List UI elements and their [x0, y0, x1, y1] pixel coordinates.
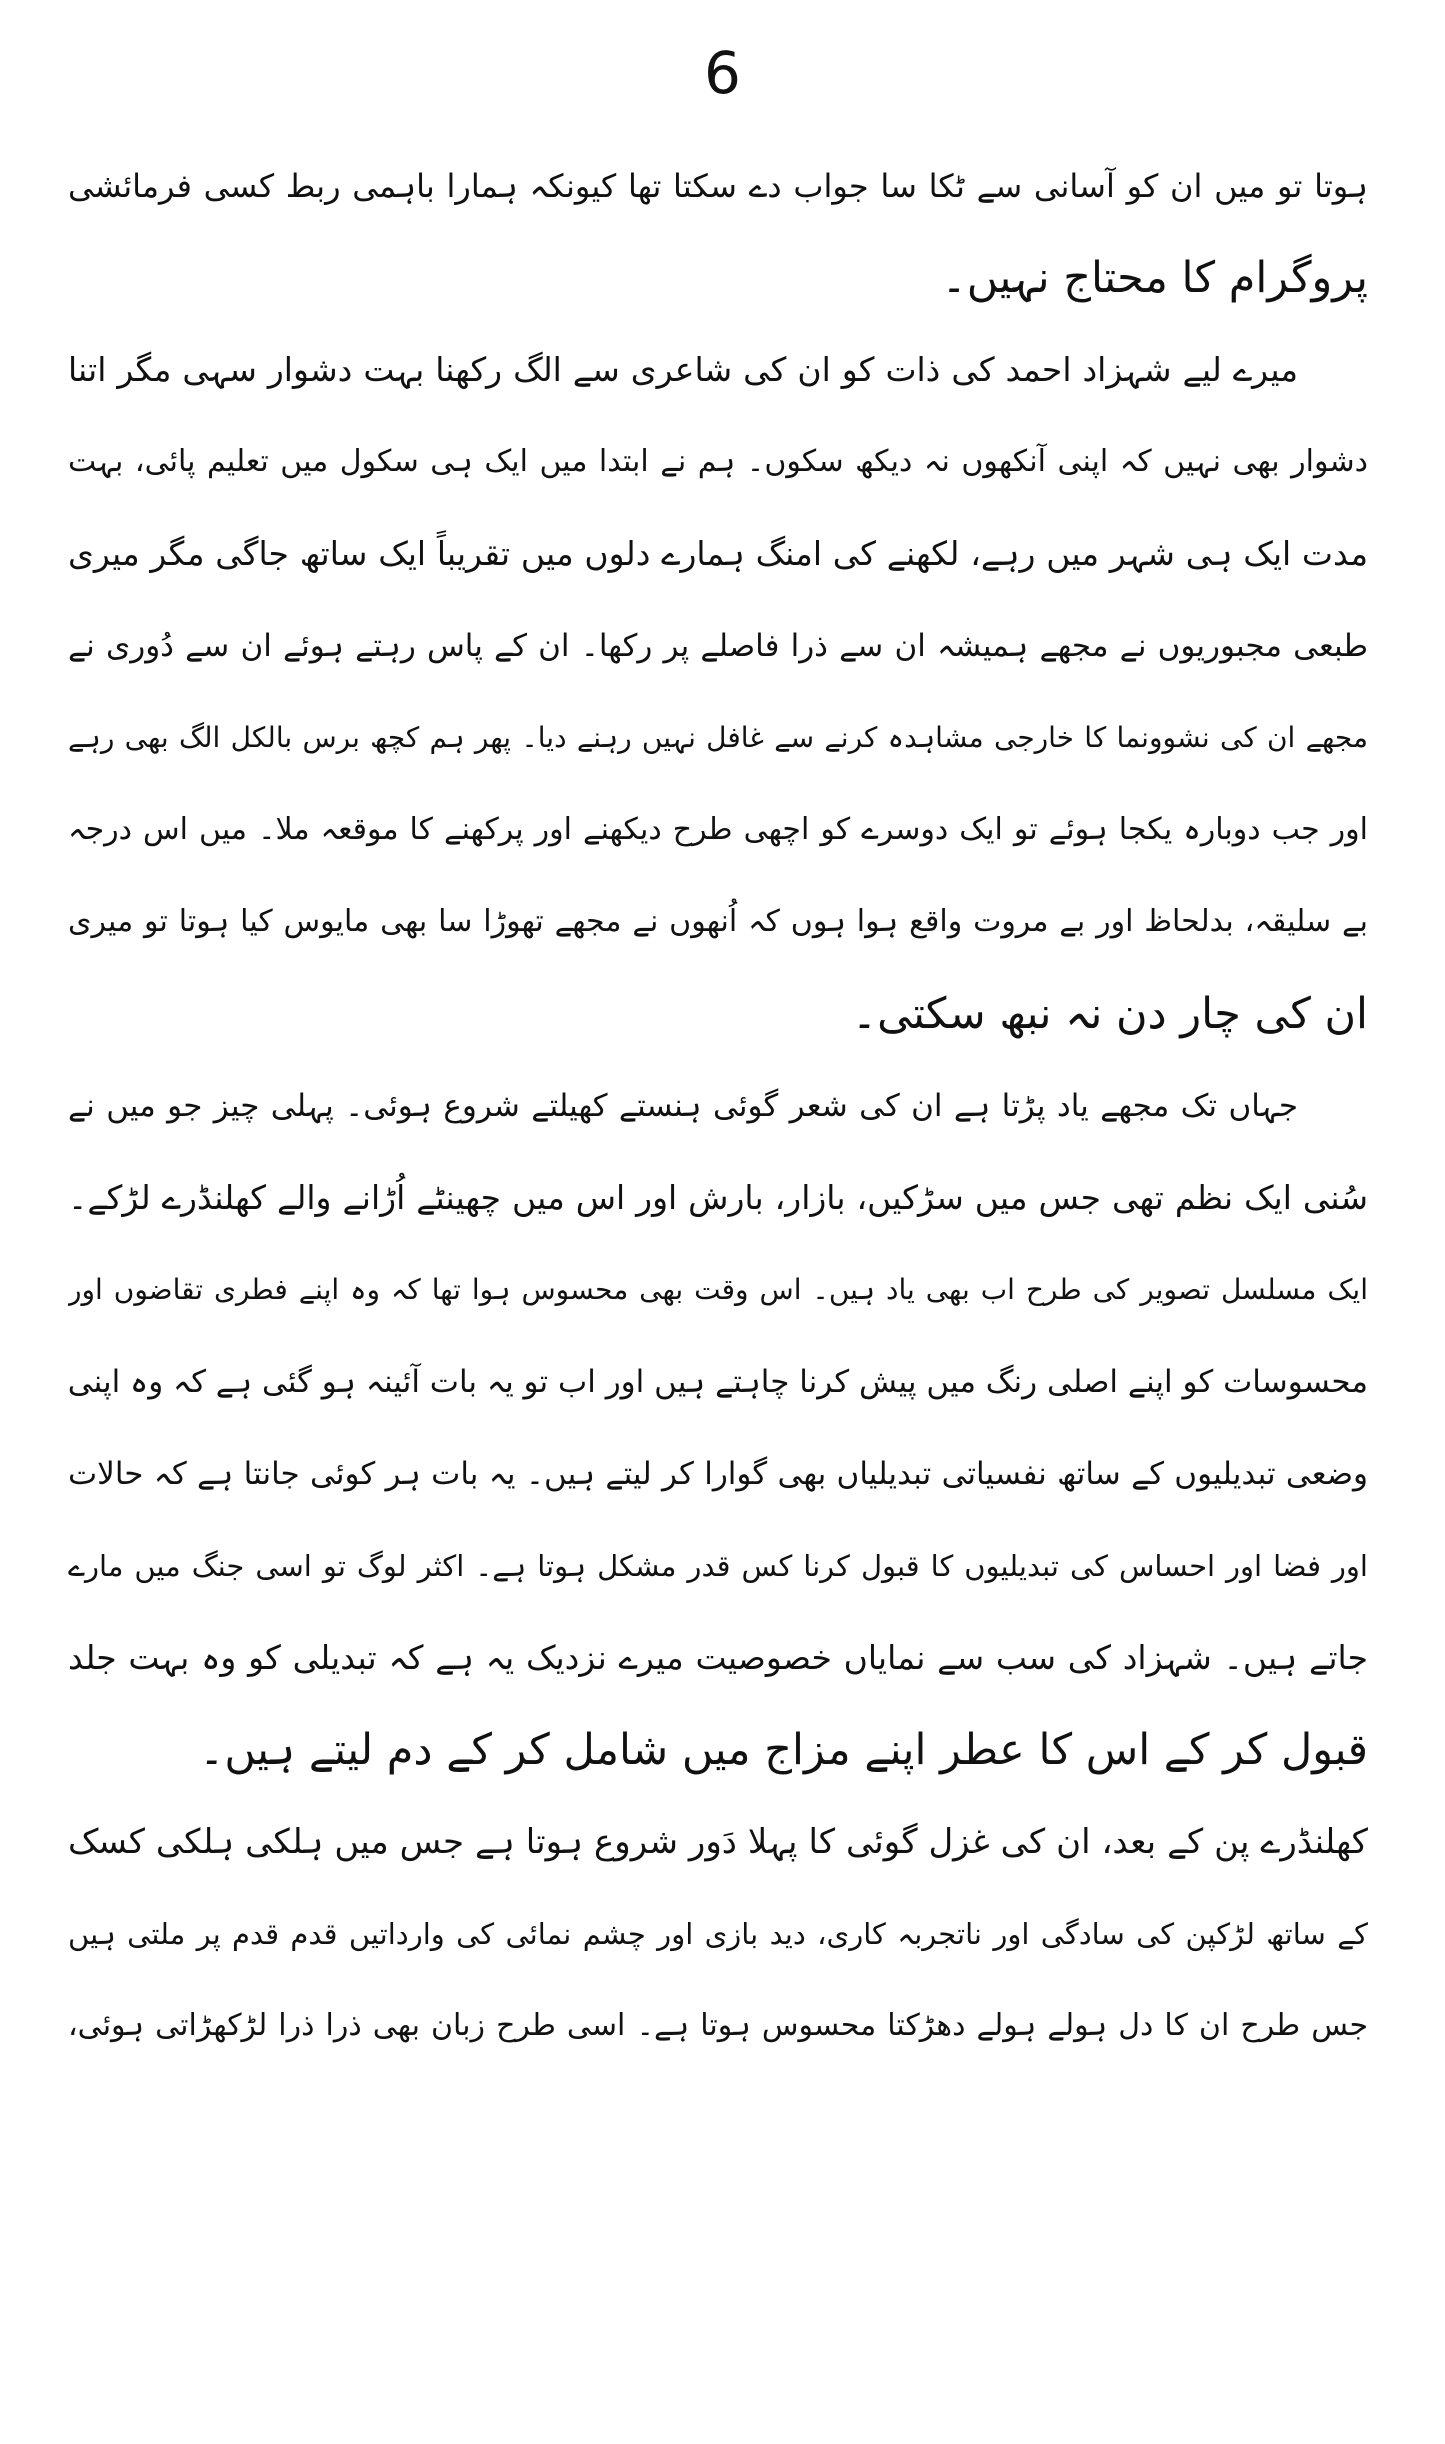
text-line: قبول کر کے اس کا عطر اپنے مزاج میں شامل کر کے دم لیتے ہیں۔ [199, 1725, 1368, 1775]
text-line: اور جب دوبارہ یکجا ہوئے تو ایک دوسرے کو اچھی طرح دیکھنے اور پرکھنے کا موقعہ ملا۔ میں اس درجہ [68, 812, 1368, 847]
text-line: ایک مسلسل تصویر کی طرح اب بھی یاد ہیں۔ اس وقت بھی محسوس ہوا تھا کہ وہ اپنے فطری تقاضوں اور [68, 1273, 1368, 1306]
text-line: محسوسات کو اپنے اصلی رنگ میں پیش کرنا چاہتے ہیں اور اب تو یہ بات آئینہ ہو گئی ہے کہ وہ اپنی [68, 1364, 1368, 1400]
body-text [68, 140, 1368, 2072]
text-line: میرے لیے شہزاد احمد کی ذات کو ان کی شاعری سے الگ رکھنا بہت دشوار سہی مگر اتنا [68, 350, 1298, 389]
text-line: پروگرام کا محتاج نہیں۔ [941, 253, 1368, 303]
text-line: جاتے ہیں۔ شہزاد کی سب سے نمایاں خصوصیت میرے نزدیک یہ ہے کہ تبدیلی کو وہ بہت جلد [68, 1638, 1368, 1677]
text-line: جس طرح ان کا دل ہولے ہولے دھڑکتا محسوس ہوتا ہے۔ اسی طرح زبان بھی ذرا ذرا لڑکھڑاتی ہوئی، [68, 2008, 1368, 2043]
text-line: وضعی تبدیلیوں کے ساتھ نفسیاتی تبدیلیاں بھی گوارا کر لیتے ہیں۔ یہ بات ہر کوئی جانتا ہے کہ حالات [68, 1456, 1368, 1492]
text-line: طبعی مجبوریوں نے مجھے ہمیشہ ان سے ذرا فاصلے پر رکھا۔ ان کے پاس رہتے ہوئے ان سے دُوری نے [68, 628, 1368, 664]
page-number: 6 [704, 39, 741, 107]
text-line: مدت ایک ہی شہر میں رہے، لکھنے کی امنگ ہمارے دلوں میں تقریباً ایک ساتھ جاگی مگر میری [68, 534, 1368, 573]
text-line: دشوار بھی نہیں کہ اپنی آنکھوں نہ دیکھ سکوں۔ ہم نے ابتدا میں ایک ہی سکول میں تعلیم پائی، بہت [68, 444, 1368, 479]
text-line: سُنی ایک نظم تھی جس میں سڑکیں، بازار، بارش اور اس میں چھینٹے اُڑانے والے کھلنڈرے لڑکے۔ [68, 1178, 1368, 1217]
text-line: کے ساتھ لڑکپن کی سادگی اور ناتجربہ کاری، دید بازی اور چشم نمائی کی وارداتیں قدم قدم پر ملتی ہیں [68, 1917, 1368, 1951]
text-line: کھلنڈرے پن کے بعد، ان کی غزل گوئی کا پہلا دَور شروع ہوتا ہے جس میں ہلکی ہلکی کسک [68, 1822, 1368, 1862]
text-line: مجھے ان کی نشوونما کا خارجی مشاہدہ کرنے سے غافل نہیں رہنے دیا۔ پھر ہم کچھ برس بالکل الگ بھی رہے [68, 721, 1368, 754]
text-line: ان کی چار دن نہ نبھ سکتی۔ [851, 989, 1368, 1039]
text-line: اور فضا اور احساس کی تبدیلیوں کا قبول کرنا کس قدر مشکل ہوتا ہے۔ اکثر لوگ تو اسی جنگ میں مارے [68, 1549, 1368, 1583]
text-line: بے سلیقہ، بدلحاظ اور بے مروت واقع ہوا ہوں کہ اُنھوں نے مجھے تھوڑا سا بھی مایوس کیا ہوتا تو میری [68, 904, 1368, 939]
text-line: جہاں تک مجھے یاد پڑتا ہے ان کی شعر گوئی ہنستے کھیلتے شروع ہوئی۔ پہلی چیز جو میں نے [68, 1088, 1298, 1124]
text-line: ہوتا تو میں ان کو آسانی سے ٹکا سا جواب دے سکتا تھا کیونکہ ہمارا باہمی ربط کسی فرمائشی [68, 167, 1368, 205]
